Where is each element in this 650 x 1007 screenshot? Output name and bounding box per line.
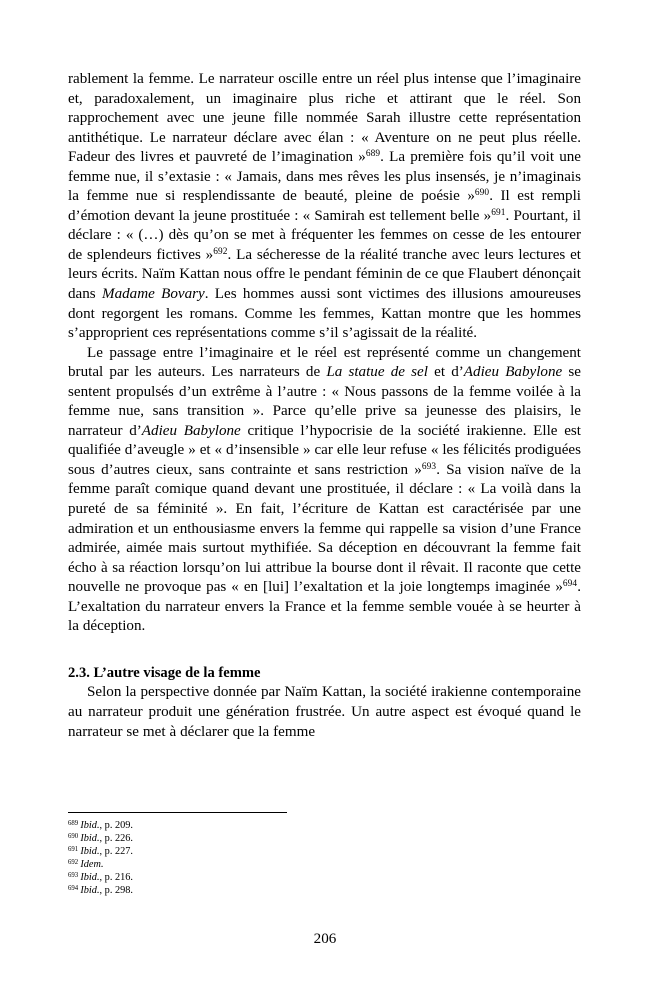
footnote-reference[interactable]: 691 (491, 207, 506, 218)
footnote-reference[interactable]: 692 (213, 247, 228, 258)
paragraph: rablement la femme. Le narrateur oscille entre un réel plus intense que l’imaginaire et, paradoxalement, un imaginaire plus riche et attirant que le réel. Son rapprochement avec une jeune fille nommée Sarah illustre cette représentation antithétique. Le narrateur déclare avec élan : « Aventure on ne peut plus réelle. Fadeur des livres et pauvreté de l’imagination »$^{689}$. La première fois qu’il voit une femme nue, il s’extasie : « Jamais, dans mes rêves les plus insensés, je n’imaginais la femme nue si resplendissante de beauté, pleine de poésie »$^{690}$. Il est rempli d’émotion devant la jeune prostituée : « Samirah est tellement belle »$^{691}$. Pourtant, il déclare : « (…) dès qu’on se met à fréquenter les femmes on cesse de les entourer de splendeurs fictives »$^{692}$. La sécheresse de la réalité tranche avec leurs lectures et leurs écrits. Naïm Kattan nous offre le pendant féminin de ce que Flaubert dénonçait dans Madame Bovary. Les hommes aussi sont victimes des illusions amoureuses dont regorgent les romans. Comme les femmes, Kattan montre que les hommes s’approprient ces représentations comme s’il s’agissait de la réalité. (68, 71, 582, 342)
footnote-source: Ibid. (80, 885, 100, 897)
body-paragraphs (68, 70, 581, 637)
footnote-item: 691 Ibid., p. 227. (68, 845, 133, 858)
paragraph: Le passage entre l’imaginaire et le réel est représenté comme un changement brutal par les auteurs. Les narrateurs de La statue de sel et d’Adieu Babylone se sentent propulsés d’un extrême à l’autre : « Nous passons de la femme voilée à la femme nue, sans transition ». Parce qu’elle prive sa jeunesse des plaisirs, le narrateur d’Adieu Babylone critique l’hypocrisie de la société irakienne. Elle est qualifiée d’aveugle » et « d’insensible » car elle leur refuse « les félicités prodiguées sous d’autres cieux, sans contrainte et sans restriction »$^{693}$. Sa vision naïve de la femme paraît comique quand devant une prostituée, il déclare : « La voilà dans la pureté de sa féminité ». En fait, l’écriture de Kattan est caractérisée par une admiration et un enthousiasme envers la femme qui rappelle sa vision d’une France admirée, aimée mais surtout mythifiée. Sa déception en découvrant la femme fait écho à sa réaction lorsqu’on lui attribue la bourse dont il rêvait. Il raconte que cette nouvelle ne provoque pas « en [lui] l’exaltation et la joie longtemps imaginée »$^{694}$. L’exaltation du narrateur envers la France et la femme semble vouée à se heurter à la déception. (68, 344, 582, 635)
italic-title: Madame Bovary (102, 286, 205, 303)
italic-title: La statue de sel (326, 364, 428, 381)
text-column (68, 70, 581, 742)
footnote-locator: , p. 227. (99, 846, 133, 858)
body-paragraphs-after-heading (68, 683, 581, 742)
footnote-reference[interactable]: 689 (365, 149, 381, 160)
footnote-reference[interactable]: 694 (562, 579, 578, 590)
footnote-reference[interactable]: 690 (474, 188, 490, 199)
footnote-source: Ibid. (80, 833, 100, 845)
footnote-item: 694 Ibid., p. 298. (68, 885, 133, 897)
footnote-source: Idem. (80, 859, 104, 871)
footnote-item: 690 Ibid., p. 226. (68, 832, 133, 845)
heading-spacer (68, 637, 581, 664)
section-heading: 2.3. L’autre visage de la femme (68, 664, 261, 681)
paragraph: Selon la perspective donnée par Naïm Kattan, la société irakienne contemporaine au narrateur produit une génération frustrée. Un autre aspect est évoqué quand le narrateur se met à déclarer que la femme (68, 684, 581, 740)
footnote-locator: , p. 209. (99, 820, 133, 831)
footnote-source: Ibid. (80, 872, 100, 884)
italic-title: Adieu Babylone (463, 364, 563, 381)
footnote-source: Ibid. (80, 820, 100, 831)
italic-title: Adieu Babylone (141, 422, 241, 439)
footnote-locator: , p. 226. (99, 833, 133, 845)
footnote-item: 692 Idem. (68, 858, 104, 871)
footnote-source: Ibid. (80, 846, 100, 858)
footnote-locator: , p. 216. (99, 872, 133, 884)
footnote-locator: , p. 298. (99, 885, 133, 897)
page-number: 206 (313, 931, 337, 947)
footnote-list (68, 819, 581, 897)
footnote-reference[interactable]: 693 (421, 462, 437, 473)
footnotes-block (68, 812, 581, 897)
footnote-separator-rule (68, 812, 287, 813)
footnote-item: 693 Ibid., p. 216. (68, 872, 133, 884)
footnote-item: 689 Ibid., p. 209. (68, 819, 133, 831)
